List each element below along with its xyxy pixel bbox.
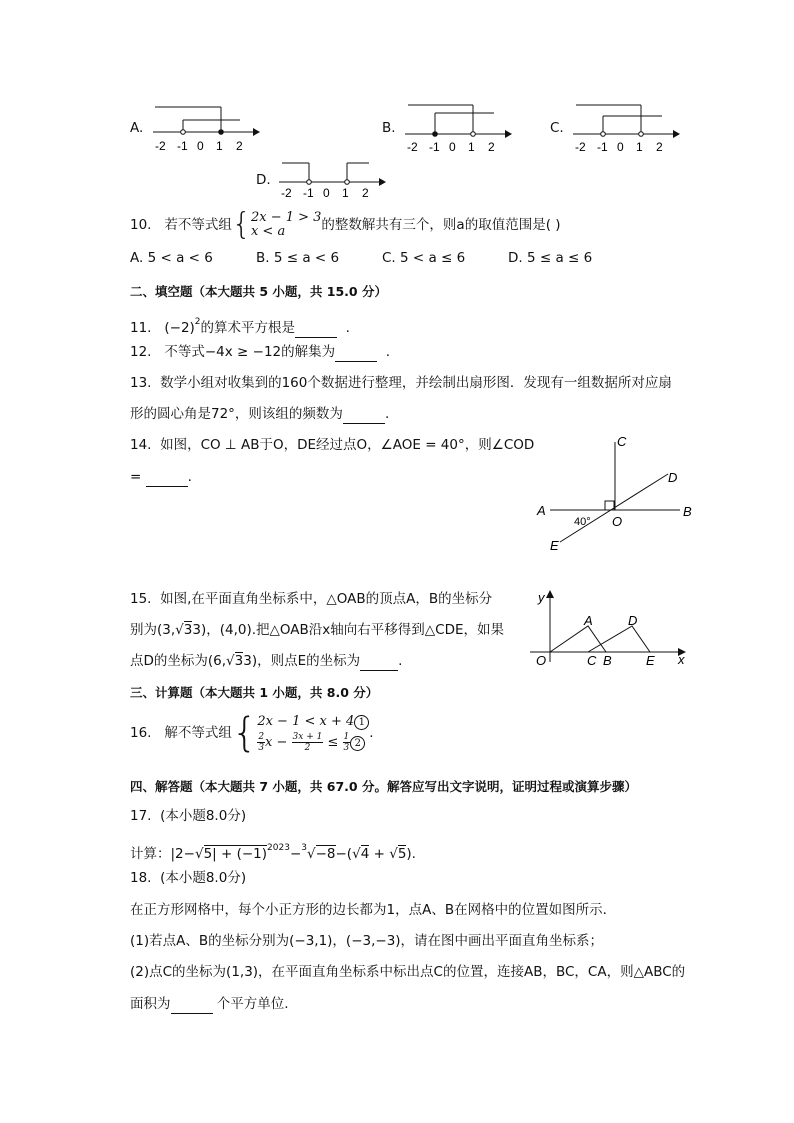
- tick-label: -1: [597, 140, 608, 154]
- math-expr: 计算：|2−: [130, 846, 195, 862]
- question-text: 3)，(4,0).把△OAB沿x轴向右平移得到△CDE，如果: [192, 622, 504, 638]
- operator: −: [289, 846, 302, 862]
- period: .: [187, 469, 192, 485]
- question-text: 解不等式组: [164, 724, 232, 741]
- axis-label: x: [678, 652, 685, 667]
- question-18-line-2: (1)若点A、B的坐标分别为(−3,1)，(−3,−3)，请在图中画出平面直角坐标系；: [130, 933, 604, 949]
- angle-label: 40°: [574, 516, 591, 528]
- question-11: [130, 312, 350, 338]
- system-line-2: x < a: [250, 224, 286, 239]
- point-label: B: [603, 653, 612, 668]
- period: ).: [406, 846, 416, 862]
- tick-label: 0: [323, 186, 330, 200]
- tick-label: 2: [236, 139, 243, 153]
- question-text: 如图,在平面直角坐标系中，△OAB的顶点A，B的坐标分: [160, 591, 493, 607]
- tick-label: -2: [155, 139, 166, 153]
- section-heading: 二、填空题（本大题共 5 小题，共 15.0 分）: [130, 284, 387, 299]
- point-label: E: [646, 653, 655, 668]
- tick-label: 1: [468, 140, 475, 154]
- option-a-label: A.: [130, 120, 144, 136]
- question-18-line-4: [130, 994, 289, 1014]
- question-text: 的整数解共有三个，则a的取值范围是( ): [321, 217, 561, 233]
- question-18-line-1: 在正方形网格中，每个小正方形的边长都为1，点A、B在网格中的位置如图所示．: [130, 902, 617, 918]
- option-c: C. 5 < a ≤ 6: [382, 250, 466, 266]
- tick-label: -1: [429, 140, 440, 154]
- radicand: −8: [315, 846, 336, 862]
- point-label: D: [628, 613, 638, 628]
- system-line-1: 2x − 1 < x + 4: [257, 714, 355, 729]
- tick-label: -2: [575, 140, 586, 154]
- frac-numerator: 1: [343, 732, 350, 742]
- circled-number: 2: [350, 736, 365, 751]
- question-text: 若不等式组: [164, 217, 232, 233]
- question-16: [130, 709, 374, 756]
- number-line-a: [150, 100, 260, 155]
- question-text: 形的圆心角是72°，则该组的频数为: [130, 406, 343, 422]
- tick-label: -1: [303, 186, 314, 200]
- option-a: A. 5 < a < 6: [130, 250, 213, 266]
- point-label: A: [537, 503, 546, 518]
- question-text: 不等式−4x ≥ −12的解集为: [164, 344, 336, 360]
- number-line-d: [276, 158, 386, 200]
- question-number: 14.: [130, 437, 152, 453]
- radicand: 3: [183, 622, 193, 638]
- question-18-line-3: (2)点C的坐标为(1,3)，在平面直角坐标系中标出点C的位置，连接AB，BC，CA，则△ABC的: [130, 964, 686, 980]
- sqrt-icon: √: [194, 846, 204, 862]
- math-expr: (−2): [164, 320, 195, 336]
- brace-icon: {: [231, 709, 258, 756]
- radicand: 5: [397, 846, 407, 862]
- radicand: 4: [360, 846, 370, 862]
- q14-geometry-figure: [530, 430, 700, 560]
- sqrt-icon: √: [175, 622, 184, 638]
- question-10: [130, 207, 561, 242]
- system-line-2: x −: [265, 735, 288, 750]
- tick-label: -2: [281, 186, 292, 200]
- question-text: 个平方单位.: [216, 996, 289, 1012]
- operator: ≤: [327, 735, 339, 750]
- score-label: (本小题8.0分): [160, 870, 247, 886]
- question-18-header: [130, 868, 246, 888]
- superscript: 2023: [267, 843, 290, 853]
- tick-label: 0: [449, 140, 456, 154]
- point-label: A: [584, 613, 593, 628]
- question-15-line-3: [130, 651, 402, 671]
- circled-number: 1: [354, 715, 369, 730]
- point-label: D: [668, 470, 678, 485]
- question-13: [130, 373, 672, 393]
- option-b-label: B.: [382, 120, 396, 136]
- question-12: [130, 342, 390, 362]
- period: .: [385, 344, 391, 360]
- number-line-b: [402, 98, 512, 155]
- point-label: C: [587, 653, 597, 668]
- frac-denominator: 2: [304, 743, 311, 753]
- answer-blank[interactable]: [360, 656, 398, 671]
- period: .: [369, 724, 374, 741]
- frac-denominator: 3: [343, 743, 350, 753]
- answer-blank[interactable]: [295, 323, 337, 338]
- superscript: 2: [194, 317, 201, 327]
- question-text: 数学小组对收集到的160个数据进行整理，并绘制出扇形图．发现有一组数据所对应扇: [160, 375, 672, 391]
- question-15: [130, 589, 492, 609]
- question-15-line-2: [130, 620, 504, 640]
- score-label: (本小题8.0分): [160, 808, 247, 824]
- question-text: =: [130, 469, 142, 485]
- period: .: [345, 320, 350, 336]
- question-text: 的算术平方根是: [200, 320, 296, 336]
- question-number: 12.: [130, 344, 152, 360]
- question-text: 3)，则点E的坐标为: [243, 653, 361, 669]
- question-17-header: [130, 806, 246, 826]
- question-number: 16.: [130, 724, 152, 741]
- point-label: C: [617, 434, 627, 449]
- point-label: B: [683, 504, 692, 519]
- answer-blank[interactable]: [335, 347, 377, 362]
- point-label: E: [550, 538, 559, 553]
- tick-label: 2: [362, 186, 369, 200]
- tick-label: 0: [617, 140, 624, 154]
- operator: −(: [335, 846, 353, 862]
- question-14-line-2: [130, 467, 192, 487]
- sqrt-icon: √: [389, 846, 398, 862]
- period: .: [398, 653, 403, 669]
- tick-label: 1: [216, 139, 223, 153]
- point-label: O: [536, 653, 547, 668]
- tick-label: 0: [197, 139, 204, 153]
- question-13-line-2: [130, 404, 389, 424]
- option-d: D. 5 ≤ a ≤ 6: [508, 250, 593, 266]
- question-17-body: [130, 838, 416, 864]
- operator: +: [369, 846, 390, 862]
- question-text: 如图，CO ⊥ AB于O，DE经过点O，∠AOE = 40°，则∠COD: [160, 437, 535, 453]
- question-text: 点D的坐标为(6,: [130, 653, 227, 669]
- root-index: 3: [301, 843, 307, 853]
- question-text: 面积为: [130, 996, 171, 1012]
- tick-label: 2: [656, 140, 663, 154]
- option-c-label: C.: [550, 120, 564, 136]
- tick-label: -2: [407, 140, 418, 154]
- question-number: 10.: [130, 217, 152, 233]
- tick-label: 1: [636, 140, 643, 154]
- frac-numerator: 3x + 1: [292, 732, 323, 742]
- question-number: 15.: [130, 591, 152, 607]
- brace-icon: {: [231, 207, 251, 242]
- sqrt-icon: √: [226, 653, 235, 669]
- section-heading: 三、计算题（本大题共 1 小题，共 8.0 分）: [130, 685, 379, 700]
- question-14: [130, 435, 534, 455]
- option-d-label: D.: [256, 172, 271, 188]
- answer-blank[interactable]: [343, 409, 385, 424]
- question-number: 18.: [130, 870, 152, 886]
- sqrt-icon: √: [306, 846, 316, 862]
- sqrt-icon: √: [352, 846, 361, 862]
- option-b: B. 5 ≤ a < 6: [256, 250, 340, 266]
- axis-label: y: [538, 590, 545, 605]
- radicand: 3: [234, 653, 244, 669]
- answer-blank[interactable]: [171, 999, 213, 1014]
- question-number: 17.: [130, 808, 152, 824]
- q15-coordinate-figure: [528, 588, 698, 670]
- tick-label: 1: [342, 186, 349, 200]
- math-expr: 5| + (−1): [203, 846, 268, 862]
- frac-numerator: 2: [258, 732, 265, 742]
- question-number: 11.: [130, 320, 152, 336]
- tick-label: 2: [488, 140, 495, 154]
- number-line-c: [570, 98, 680, 155]
- period: .: [384, 406, 390, 422]
- question-number: 13.: [130, 375, 152, 391]
- section-heading: 四、解答题（本大题共 7 小题，共 67.0 分。解答应写出文字说明，证明过程或演算步骤）: [130, 779, 637, 794]
- frac-denominator: 3: [258, 743, 265, 753]
- point-label: O: [612, 514, 623, 529]
- answer-blank[interactable]: [146, 472, 188, 487]
- tick-label: -1: [177, 139, 188, 153]
- system-line-1: 2x − 1 > 3: [250, 210, 322, 225]
- question-text: 别为(3,: [130, 622, 176, 638]
